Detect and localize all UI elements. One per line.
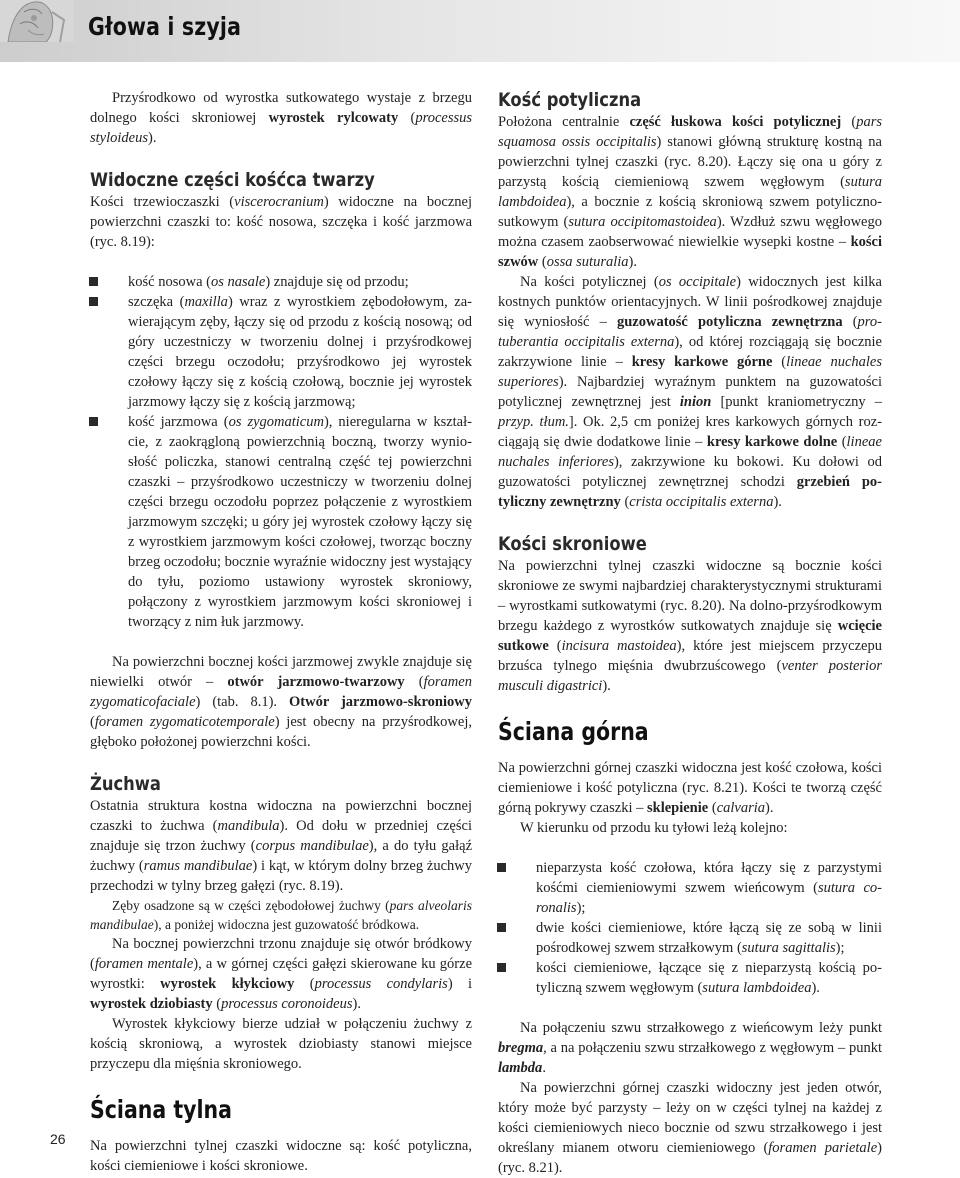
latin-term: ossa suturalia xyxy=(546,254,629,270)
text-run: ); xyxy=(576,900,586,916)
text-run: W kierunku od przodu ku tyłowi leżą kolejno: xyxy=(520,820,788,836)
bullet-list xyxy=(498,858,882,998)
section-title-mandible: Żuchwa xyxy=(90,773,161,795)
bold-term: grzebień potyliczny zewnętrzny xyxy=(498,474,882,510)
text-run: Przyśrodkowo od wyrostka sutkowatego wystaje z brzegu dolnego kości skroniowej xyxy=(90,90,472,126)
latin-term: lineae nuchales superiores xyxy=(498,354,882,390)
latin-term: foramen mentale xyxy=(94,956,194,972)
text-run: kość nosowa ( xyxy=(128,274,211,290)
text-run: Wyrostek kłykciowy bierze udział w połączeniu żuchwy z kością skroniową, a wyrostek dziobiasty stanowi miejsce przyczepu dla mięśnia skroniowego. xyxy=(90,1016,472,1072)
section-paragraph xyxy=(90,796,472,896)
bold-term: kości szwów xyxy=(498,234,882,270)
text-run: Na powierzchni tylnej czaszki widoczne są bocznie kości skroniowe ze swymi najbardziej charakterystycznymi strukturami – wyrostkami sutkowatymi (ryc. 8.20). Na dolno-przyśrodkowym brzegu każdego z wyrostków sutkowatych znajduje się xyxy=(498,558,882,634)
text-run: ). xyxy=(811,980,820,996)
text-run: Na bocznej powierzchni trzonu znajduje się otwór bródkowy ( xyxy=(90,936,472,972)
text-run: dwie kości ciemieniowe, które łączą się ze sobą w linii pośrodkowej szwem strzałkowym ( xyxy=(536,920,882,956)
section-paragraph xyxy=(498,1078,882,1178)
text-run: , a na połączeniu szwu strzałkowego z węgłowym – punkt xyxy=(543,1040,882,1056)
text-run: ), a do tyłu gałąź żuchwy ( xyxy=(90,838,472,874)
text-run: ), od której rozciągają się bocznie zakrzywione linie – xyxy=(498,334,882,370)
intro-paragraph xyxy=(90,88,472,148)
bold-term: wyrostek kłykciowy xyxy=(160,976,295,992)
latin-term: przyp. tłum. xyxy=(498,414,569,430)
section-paragraph xyxy=(498,818,882,838)
text-run: Na powierzchni tylnej czaszki widoczne są: kość potyliczna, kości ciemieniowe i kości skroniowe. xyxy=(90,1138,472,1174)
section-paragraph xyxy=(90,896,472,934)
text-run: ) stanowi główną strukturę kostną na powierzchni tylnej czaszki (ryc. 8.20). Łączy się ona u góry z parzystą kością ciemieniową szwem węgłowym ( xyxy=(498,134,882,190)
text-run: kości ciemieniowe, łączące się z nieparzystą kością potyliczną szwem węgłowym ( xyxy=(536,960,882,996)
section-paragraph xyxy=(90,1014,472,1074)
right-column xyxy=(498,88,882,1178)
text-run: ( xyxy=(90,714,95,730)
latin-term: sutura lambdoidea xyxy=(702,980,812,996)
bold-italic-term: lambda xyxy=(498,1060,543,1076)
text-run: Ostatnia struktura kostna widoczna na powierzchni bocznej czaszki to żuchwa ( xyxy=(90,798,472,834)
text-run: . xyxy=(542,1060,546,1076)
latin-term: os zygomaticum xyxy=(228,414,324,430)
latin-term: processus condylaris xyxy=(314,976,448,992)
text-run: ), które jest miejscem przyczepu brzuśca tylnego mięśnia dwubrzuścowego ( xyxy=(498,638,882,674)
text-run: ( xyxy=(398,110,416,126)
text-run: ) jest obecny na przyśrodkowej, głęboko położonej powierzchni kości. xyxy=(90,714,472,750)
latin-term: maxilla xyxy=(184,294,228,310)
text-run: ), a poniżej widoczna jest guzowatość bródkowa. xyxy=(153,917,420,932)
latin-term: processus coronoideus xyxy=(221,996,353,1012)
latin-term: lineae nuchales inferiores xyxy=(498,434,882,470)
text-run: ( xyxy=(708,800,717,816)
latin-term: calvaria xyxy=(716,800,766,816)
section-paragraph xyxy=(498,112,882,272)
latin-term: venter posterior musculi digastrici xyxy=(498,658,882,694)
section-title-upper-wall: Ściana górna xyxy=(498,717,649,746)
latin-term: pars alveolaris mandibulae xyxy=(90,898,472,932)
text-run: Na kości potylicznej ( xyxy=(520,274,659,290)
text-run: ( xyxy=(772,354,787,370)
section-paragraph xyxy=(90,934,472,1014)
bold-term: sklepienie xyxy=(646,800,709,816)
section-paragraph xyxy=(90,652,472,752)
text-run: ) i xyxy=(447,976,473,992)
bold-term: otwór jarzmowo-twarzowy xyxy=(227,674,405,690)
bullet-item xyxy=(498,858,882,918)
bold-term: wyrostek rylcowaty xyxy=(268,110,399,126)
text-run: Na powierzchni górnej czaszki widoczna jest kość czołowa, kości ciemieniowe i kość potyliczna (ryc. 8.21). Kości te tworzą część górną pokrywy czaszki – xyxy=(498,760,882,816)
bold-term: część łuskowa kości potylicznej xyxy=(629,114,842,130)
text-run: Położona centralnie xyxy=(498,114,630,130)
latin-term: foramen zygomaticofaciale xyxy=(90,674,472,710)
page-number: 26 xyxy=(50,1131,66,1147)
text-run: Na połączeniu szwu strzałkowego z wieńcowym leży punkt xyxy=(520,1020,882,1036)
text-run: ), zakrzywione ku bokowi. Ku dołowi od guzowatości potylicznej zewnętrznej schodzi xyxy=(498,454,883,490)
bold-term: guzowatość potyliczna zewnętrzna xyxy=(616,314,843,330)
bold-italic-term: inion xyxy=(679,394,712,410)
text-run: ]. Ok. 2,5 cm poniżej kres karkowych górnych rozciągają się dwie dodatkowe linie – xyxy=(498,414,882,450)
text-run: ( xyxy=(294,976,315,992)
section-paragraph xyxy=(90,192,472,252)
latin-term: foramen parietale xyxy=(768,1140,878,1156)
text-run: ) (tab. 8.1). xyxy=(195,694,289,710)
latin-term: corpus mandibulae xyxy=(255,838,369,854)
bullet-item xyxy=(498,958,882,998)
text-run: kość jarzmowa ( xyxy=(128,414,229,430)
latin-term: processus styloideus xyxy=(90,110,472,146)
latin-term: mandibula xyxy=(217,818,280,834)
text-run: ) (ryc. 8.21). xyxy=(498,1140,882,1176)
skull-thumbnail-image xyxy=(0,0,74,42)
bullet-item xyxy=(90,292,472,412)
latin-term: protuberantia occipitalis externa xyxy=(498,314,882,350)
latin-term: sutura occipitomastoidea xyxy=(568,214,717,230)
text-run: Na powierzchni górnej czaszki widoczny jest jeden otwór, który może być parzysty – leży on w części tylnej na każdej z kości ciemieniowych nieco bocznie od szwu strzałkowego i jest określany mianem otworu ciemieniowego ( xyxy=(498,1080,882,1156)
text-run: ( xyxy=(620,494,630,510)
text-run: ). xyxy=(602,678,611,694)
text-run: ( xyxy=(404,674,424,690)
bullet-list xyxy=(90,272,472,632)
text-run: ( xyxy=(548,638,562,654)
text-run: ), nieregularna w kształcie, z zaokrągloną powierzchnią boczną, tworzy wyniosłość policzka, stanowi centralną część tej powierzchni czaszki – przyśrodkowo uczestniczy w tworzeniu dolnej części brzegu oczodołu poprzez połączenie z wyrostkiem jarzmowym szczęki; u góry jej wyrostek czołowy łączy się z wyrostkiem jarzmowym kości czołowej, tworząc boczny brzeg oczodołu; bocznie wyraźnie widoczny jest wystający do tyłu, poziomo ustawiony wyrostek skroniowy, połączony z wyrostkiem jarzmowym kości skroniowej i tworzący z nim łuk jarzmowy. xyxy=(128,414,472,630)
latin-term: sutura lambdoidea xyxy=(498,174,882,210)
bold-term: wyrostek dziobiasty xyxy=(90,996,213,1012)
text-run: Na powierzchni bocznej kości jarzmowej zwykle znajduje się niewielki otwór – xyxy=(90,654,472,690)
latin-term: os occipitale xyxy=(658,274,737,290)
latin-term: ramus mandibulae xyxy=(143,858,253,874)
text-run: ); xyxy=(835,940,845,956)
latin-term: viscerocranium xyxy=(234,194,324,210)
section-title-visible-face-bones: Widoczne części kośćca twarzy xyxy=(90,169,375,191)
section-title-posterior-wall: Ściana tylna xyxy=(90,1095,232,1124)
text-run: ). xyxy=(773,494,782,510)
text-run: ) widoczne na bocznej powierzchni czaszki to: kość nosowa, szczęka i kość jarzmowa (ryc. 8.19): xyxy=(90,194,472,250)
left-column xyxy=(90,88,472,1176)
latin-term: sutura sagittalis xyxy=(741,940,836,956)
latin-term: pars squamosa ossis occipitalis xyxy=(498,114,882,150)
text-run: ( xyxy=(842,314,858,330)
bullet-item xyxy=(498,918,882,958)
text-run: ), a w górnej części gałęzi skierowane ku górze wyrostki: xyxy=(90,956,472,992)
latin-term: incisura mastoidea xyxy=(561,638,677,654)
text-run: ). Wzdłuż szwu węgłowego można czasem zaobserwować niewielkie wysepki kostne – xyxy=(498,214,882,250)
section-paragraph xyxy=(498,556,882,696)
text-run: ). xyxy=(148,130,157,146)
text-run: [punkt kraniometryczny – xyxy=(711,394,882,410)
chapter-title: Głowa i szyja xyxy=(88,12,242,41)
bullet-item xyxy=(90,272,472,292)
text-run: ) widocznych jest kilka kostnych punktów orientacyjnych. W linii pośrodkowej znajduje się wyniosłość – xyxy=(498,274,882,330)
text-run: ( xyxy=(837,434,847,450)
latin-term: sutura coronalis xyxy=(536,880,882,916)
text-run: ) znajduje się od przodu; xyxy=(265,274,409,290)
latin-term: crista occipitalis externa xyxy=(629,494,774,510)
section-paragraph xyxy=(498,1018,882,1078)
section-title-temporal-bones: Kości skroniowe xyxy=(498,533,647,555)
latin-term: os nasale xyxy=(210,274,266,290)
bullet-item xyxy=(90,412,472,632)
section-paragraph xyxy=(90,1136,472,1176)
text-run: Zęby osadzone są w części zębodołowej żuchwy ( xyxy=(112,898,390,913)
bold-term: wcięcie sutkowe xyxy=(498,618,882,654)
text-run: szczęka ( xyxy=(128,294,185,310)
text-run: ). xyxy=(628,254,638,270)
text-run: ). Najbardziej wyraźnym punktem na guzowatości potylicznej zewnętrznej jest xyxy=(498,374,882,410)
bold-term: Otwór jarzmowo-skroniowy xyxy=(289,694,472,710)
bold-italic-term: bregma xyxy=(498,1040,544,1056)
text-run: ( xyxy=(212,996,222,1012)
text-run: ). xyxy=(765,800,774,816)
section-title-occipital-bone: Kość potyliczna xyxy=(498,89,642,111)
bold-term: kresy karkowe górne xyxy=(631,354,773,370)
page-header xyxy=(0,0,960,62)
text-run: ( xyxy=(538,254,547,270)
bold-term: kresy karkowe dolne xyxy=(706,434,838,450)
latin-term: foramen zygomaticotemporale xyxy=(94,714,275,730)
text-run: ) wraz z wyrostkiem zębodołowym, zawierającym zęby, łączy się od przodu z kością nosową; od góry uczestniczy w tworzeniu dolnej i przyśrodkowej części brzegu oczodołu; przyśrodkowo jej wyrostek czołowy łączy się z kością czołową, bocznie jej wyrostek jarzmowy łączy się z kością jarzmową; xyxy=(128,294,472,410)
section-paragraph xyxy=(498,758,882,818)
section-paragraph xyxy=(498,272,882,512)
text-run: ). Od dołu w przedniej części znajduje się trzon żuchwy ( xyxy=(90,818,472,854)
text-run: ), a bocznie z kością skroniową szwem potyliczno-sutkowym ( xyxy=(498,194,882,230)
text-run: ). xyxy=(352,996,361,1012)
text-run: ( xyxy=(841,114,857,130)
text-run: nieparzysta kość czołowa, która łączy się z parzystymi kośćmi ciemieniowymi szwem wieńcowym ( xyxy=(536,860,882,896)
text-run: Kości trzewioczaszki ( xyxy=(90,194,235,210)
text-run: ) i kąt, w którym dolny brzeg żuchwy przechodzi w tylny brzeg gałęzi (ryc. 8.19). xyxy=(90,858,472,894)
